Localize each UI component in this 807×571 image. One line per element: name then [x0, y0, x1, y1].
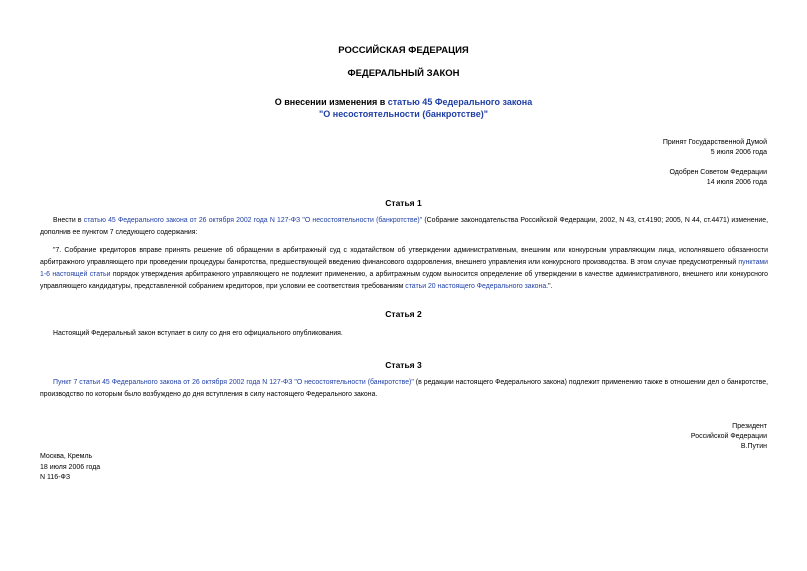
adoption-duma [467, 138, 767, 158]
doc-type-heading: ФЕДЕРАЛЬНЫЙ ЗАКОН [347, 68, 460, 79]
signature-title: Президент [732, 423, 767, 430]
signature-name: В.Путин [740, 443, 767, 450]
law-title-prefix: О внесении изменения в [274, 97, 388, 107]
article-3-heading: Статья 3 [385, 360, 422, 370]
duma-adopted-date: 5 июля 2006 года [710, 149, 767, 156]
article-1-p2-part3: .". [546, 283, 553, 290]
adoption-council [467, 168, 767, 188]
article-1-p2-link-article-20[interactable]: статьи 20 настоящего Федерального закона [405, 283, 547, 290]
signature-country: Российской Федерации [690, 433, 767, 440]
council-approved-date: 14 июля 2006 года [706, 179, 767, 186]
article-1-p2-link-points[interactable]: пунктами 1-6 настоящей статьи [40, 259, 768, 278]
article-3-p1-link[interactable]: Пункт 7 статьи 45 Федерального закона от 26 октября 2002 года N 127-ФЗ "О несостоятельности (банкротстве)" [53, 379, 414, 386]
article-1-p2-part1: "7. Собрание кредиторов вправе принять решение об обращении в арбитражный суд с ходатайством об утверждении административным, внешним или конкурсным управляющим лица, исполнявшего обязанности арбитражного управляющего при проведении процедуры банкротства, предшествующей введению финансового оздоровления, внешнего управления или конкурсного производства. В этом случае предусмотренный [40, 247, 768, 266]
article-1-heading: Статья 1 [385, 198, 422, 208]
place-date-block [40, 452, 340, 484]
article-3-p1-suffix: (в редакции настоящего Федерального закона) подлежит применению также в отношении дел о банкротстве, производство по которым было возбуждено до дня вступления в силу настоящего Федерального закона. [40, 379, 768, 398]
article-2-heading: Статья 2 [385, 309, 422, 319]
article-1-p1-link[interactable]: статью 45 Федерального закона от 26 октября 2002 года N 127-ФЗ "О несостоятельности (банкротстве)" [83, 217, 423, 224]
duma-adopted-label: Принят Государственной Думой [662, 139, 767, 146]
article-3-paragraph-1 [40, 377, 768, 401]
article-2-paragraph-1: Настоящий Федеральный закон вступает в силу со дня его официального опубликования. [53, 330, 343, 337]
law-title-link-law-name[interactable]: "О несостоятельности (банкротстве)" [319, 109, 488, 119]
article-1-p1-suffix: (Собрание законодательства Российской Федерации, 2002, N 43, ст.4190; 2005, N 44, ст.4471) изменение, дополнив ее пунктом 7 следующего содержания: [40, 217, 768, 236]
article-1-paragraph-1 [40, 215, 768, 239]
article-1-paragraph-2 [40, 245, 768, 293]
council-approved-label: Одобрен Советом Федерации [669, 169, 767, 176]
signature-block [467, 422, 767, 452]
article-1-p2-part2: порядок утверждения арбитражного управляющего не подлежит применению, а арбитражным судом выносится определение об утверждении в качестве административного, внешнего или конкурсного управляющего кандидатуры, представленной собранием кредиторов, при условии ее соответствия требованиям [40, 271, 769, 290]
signing-place: Москва, Кремль [40, 453, 93, 460]
law-title-link-article[interactable]: статью 45 Федерального закона [387, 97, 533, 107]
article-1-p1-prefix: Внести в [53, 217, 84, 224]
signing-date: 18 июля 2006 года [40, 463, 101, 471]
law-title [0, 96, 807, 120]
law-number: N 116-ФЗ [40, 474, 71, 481]
country-heading: РОССИЙСКАЯ ФЕДЕРАЦИЯ [338, 45, 469, 56]
